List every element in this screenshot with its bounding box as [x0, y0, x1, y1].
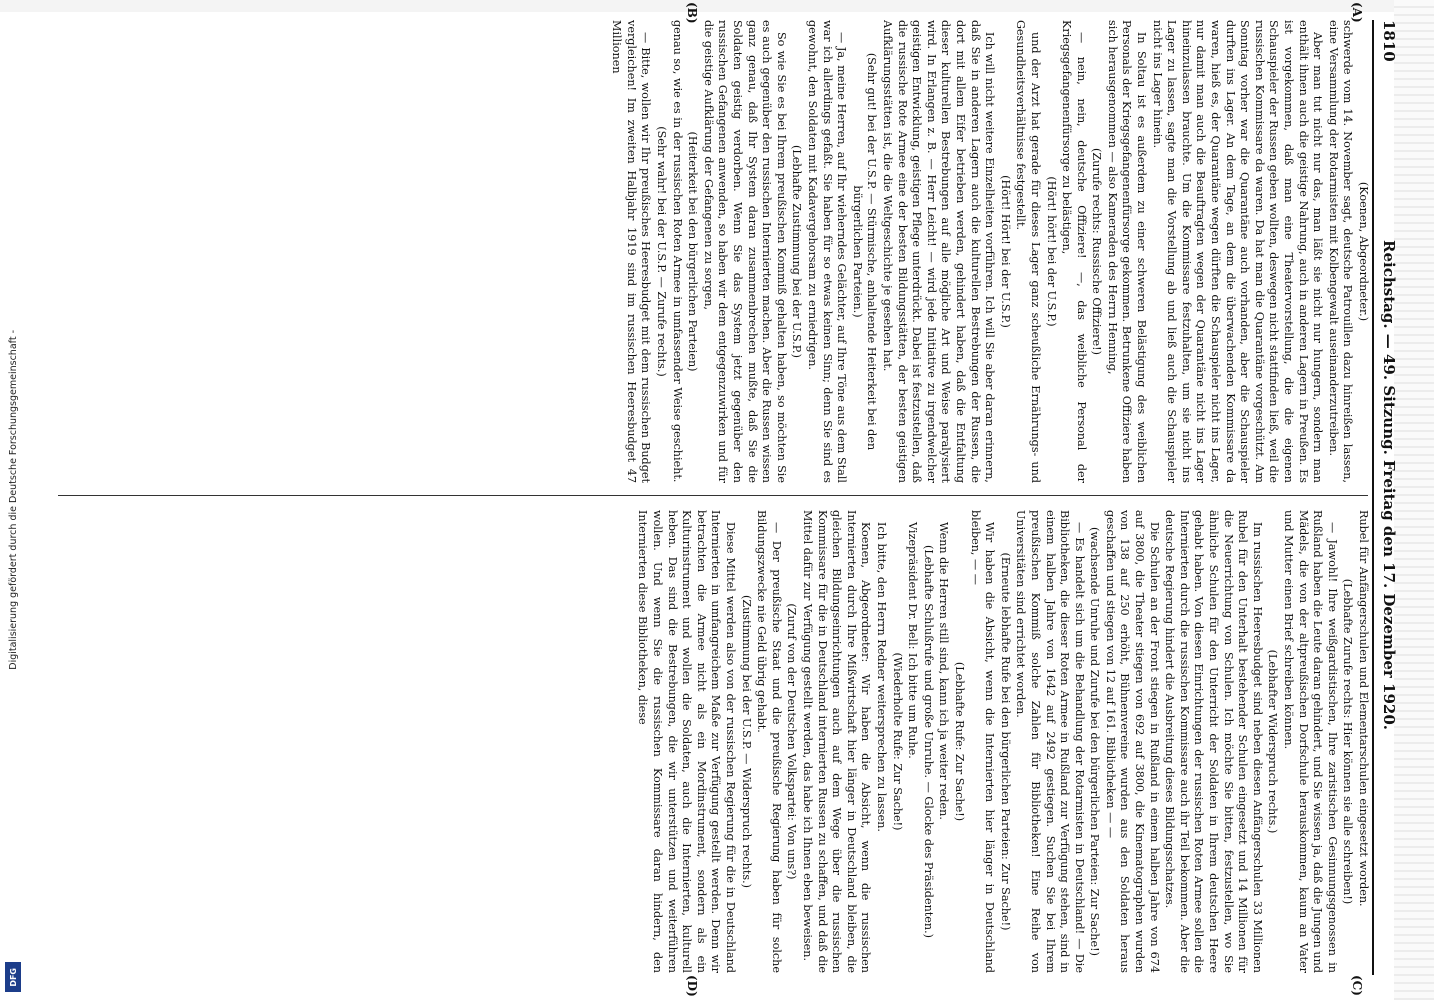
paragraph: Im russischen Heeresbudget sind neben diesen Anfängerschulen 33 Millionen Rubel für den Unterhalt bestehender Schulen eingesetzt und 14 Millionen für die Neuerrichtung von Schulen. Ich möchte Sie bitten, festzustellen, wo Sie ähnliche Schulen für den Unterricht der Soldaten in Ihrem deutschen Heere gehabt haben. Von diesen Einrichtungen der russischen Roten Armee sollen die Internierten durch die russischen Kommissare auch ihr Teil bekommen. Aber die deutsche Regierung hindert die Ausbreitung dieses Bildungsschatzes.	[1163, 510, 1264, 973]
paragraph: Wenn die Herren still sind, kann ich ja weiter reden.	[937, 522, 951, 820]
paragraph: Wir haben die Absicht, wenn die Internierten hier länger in Deutschland bleiben, — —	[968, 510, 997, 973]
paragraph: genau so, wie es in der russischen Roten Armee in umfassender Weise geschieht.	[670, 20, 684, 483]
interjection: (Lebhafte Zustimmung bei der U.S.P.)	[790, 145, 804, 358]
interjection: (Hört! Hört! bei der U.S.P.)	[998, 175, 1012, 328]
president-remark: Vizepräsident Dr. Bell: Ich bitte um Ruhe.	[906, 522, 920, 759]
margin-mark-a: (A)	[1350, 2, 1364, 23]
paragraph: Koenen, Abgeordneter: Wir haben die Absicht, wenn die russischen Internierten durch Ihre Mißwirtschaft hier länger in Deutschland bleiben, die gleichen Bildungseinrichtungen auch auf dem Wege über die russischen Kommissare für die in Deutschland internierten Russen zu schaffen, und daß die Mittel dafür zur Verfügung gestellt werden, das habe ich Ihnen eben beweisen.	[801, 510, 873, 973]
paragraph: — Es handelt sich um die Behandlung der Rotarmisten in Deutschland! — Die Bibliotheken, die dieser Roten Armee in Rußland zur Verfügung stehen, sind in einem halben Jahre von 1642 auf 2492 gestiegen. Suchen Sie bei Ihrem preußischen Kommiß solche Zahlen für Bibliotheken! Eine Reihe von Universitäten sind errichtet worden.	[1014, 510, 1086, 973]
interjection: (Heiterkeit bei den bürgerlichen Parteien)	[686, 131, 700, 372]
left-column	[50, 20, 1370, 483]
paragraph: und der Arzt hat gerade für dieses Lager ganz scheußliche Ernährungs- und Gesundheitsverhältnisse festgestellt.	[1014, 20, 1042, 483]
interjection: (wachsende Unruhe und Zurufe bei den bürgerlichen Parteien: Zur Sache!)	[1088, 527, 1102, 956]
paragraph: Aber man tut nicht nur das, man läßt sie nicht nur hungern, sondern man enthält ihnen auch die geistige Nahrung, auch in anderen Lagern in Preußen. Es ist vorgekommen, daß man eine Theatervorstellung, die die eigenen Schauspieler der Russen geben wollten, deswegen nicht stattfinden ließ, weil die russischen Kommissare da waren. Da hat man die Quarantäne vorgeschützt. Am Sonntag vorher war die Quarantäne auch vorhanden, aber die Schauspieler durften ins Lager. An dem Tage, an dem die überwachenden Kommissare da waren, hieß es, der Quarantäne wegen dürften die Schauspieler nicht ins Lager, nur damit man auch die Beauftragten wegen der Quarantäne nicht ins Lager hineinzulassen brauchte. Um die Kommissare festzuhalten, um sie nicht ins Lager zu lassen, sagte man die Vorstellung ab und ließ auch die Schauspieler nicht ins Lager hinein.	[1150, 20, 1325, 483]
page-running-title: Reichstag. — 49. Sitzung. Freitag den 17. Dezember 1920.	[1380, 240, 1398, 731]
paragraph: — Bitte, wollen wir Ihr preußisches Heeresbudget mit dem russischen Budget vergleichen! Im zweiten Halbjahr 1919 sind im russischen Heeresbudget 47 Millionen	[610, 20, 653, 483]
interjection: (Wiederholte Rufe: Zur Sache!)	[890, 652, 904, 831]
dfg-logo-text: DFG	[8, 967, 18, 987]
interjection: (Lebhafte Rufe: Zur Sache!)	[952, 661, 966, 822]
page-number: 1810	[1380, 20, 1398, 62]
margin-mark-c: (C)	[1350, 975, 1364, 996]
right-column	[50, 510, 1370, 973]
interjection: (Zuruf von der Deutschen Volkspartei: Von uns?)	[785, 603, 799, 880]
interjection: (Lebhafter Widerspruch rechts.)	[1266, 649, 1280, 834]
paragraph: Rubel für Anfängerschulen und Elementarschulen eingesetzt worden.	[1357, 510, 1370, 907]
paragraph: — Jawohl! Ihre weißgardistischen, Ihre zaristischen Gesinnungsgenossen in Rußland haben die Leute daran gehindert, und Sie wissen ja, daß die Jungen und Mädels, die von der altpreußischen Dorfschule herauskommen, kaum an Vater und Mutter einen Brief schreiben können.	[1282, 510, 1339, 973]
paragraph: Ich will nicht weitere Einzelheiten vorführen. Ich will Sie aber daran erinnern, daß Sie in anderen Lagern auch die kulturellen Bestrebungen der Russen, die dort mit allem Eifer betrieben werden, gehindert haben, daß die Entfaltung dieser kulturellen Bestrebungen auf alle mögliche Art und Weise paralysiert wird. In Erlangen z. B. — Herr Leicht! — wird jede Initiative zu irgendwelcher geistigen Entwicklung, geistigen Pflege unterdrückt. Dabei ist festzustellen, daß die russische Rote Armee eine der besten Bildungsstätten, der besten geistigen Aufklärungsstätten ist, die die Weltgeschichte je gesehen hat.	[881, 20, 997, 483]
paragraph: So wie Sie es bei Ihrem preußischen Kommiß gehalten haben, so möchten Sie es auch gegenüber den russischen Internierten machen. Aber die Russen wissen ganz genau, daß Ihr System daran zusammenbrechen mußte, daß Sie die Soldaten geistig verdorben. Wenn Sie das System jetzt gegenüber den russischen Gefangenen anwenden, so haben wir dem entgegenzuwirken und für die geistige Aufklärung der Gefangenen zu sorgen,	[701, 20, 788, 483]
interjection: (Erneute lebhafte Rufe bei den bürgerlichen Parteien: Zur Sache!)	[998, 552, 1012, 931]
margin-mark-d: (D)	[685, 975, 699, 997]
interjection: (Hört! hört! bei der U.S.P.)	[1044, 176, 1058, 327]
margin-mark-b: (B)	[685, 2, 699, 24]
page-header	[1372, 20, 1402, 975]
interjection: (Zurufe rechts: Russische Offiziere!)	[1090, 148, 1104, 355]
interjection: (Zustimmung bei der U.S.P. — Widerspruch rechts.)	[739, 594, 753, 889]
interjection: (Lebhafte Schlußrufe und große Unruhe. — Glocke des Präsidenten.)	[921, 544, 935, 939]
interjection: (Sehr gut! bei der U.S.P. — Stürmische, anhaltende Heiterkeit bei den bürgerlichen Parteien.)	[850, 52, 879, 451]
paragraph: — Der preußische Staat und die preußische Regierung haben für solche Bildungszwecke nie Geld übrig gehabt.	[755, 510, 783, 973]
interjection: (Lebhafte Zurufe rechts: Hier können sie alle schreiben!)	[1341, 578, 1355, 905]
paragraph: — Ja, meine Herren, auf Ihr wieherndes Gelächter, auf Ihre Töne aus dem Stall war ich allerdings gefaßt. Sie haben für so etwas keinen Sinn; denn Sie sind es gewohnt, den Soldaten mit Kadavergehorsam zu erniedrigen.	[806, 20, 849, 483]
column-divider	[58, 495, 1368, 496]
paragraph: — nein, nein, deutsche Offiziere! —, das weibliche Personal der Kriegsgefangenenfürsorge zu belästigen,	[1060, 20, 1088, 483]
digitization-credit-text: Digitalisierung gefördert durch die Deutsche Forschungsgemeinschaft -	[7, 330, 19, 670]
paragraph: In Soltau ist es außerdem zu einer schweren Belästigung des weiblichen Personals der Kriegsgefangenenfürsorge gekommen. Betrunkene Offiziere haben sich herausgenommen — also Kameraden des Herrn Henning,	[1105, 20, 1149, 483]
interjection: (Sehr wahr! bei der U.S.P. — Zurufe rechts.)	[655, 126, 669, 377]
paragraph: Die Schulen an der Front stiegen in Rußland in einem halben Jahre von 674 auf 3800, die Theater stiegen von 692 auf 3800, die Kinematographen wurden von 138 auf 250 erhöht, Bühnenvereine wurden aus den Soldaten heraus geschaffen und stiegen von 12 auf 161. Bibliotheken — —	[1103, 510, 1161, 973]
speaker-heading: (Koenen, Abgeordneter.)	[1357, 181, 1370, 322]
paragraph: schwerde vom 14. November sagt, deutsche Patrouillen dazu hinreißen lassen, eine Versammlung der Rotarmisten mit Kolbengewalt auseinanderzutreiben.	[1326, 20, 1355, 483]
paragraph: Diese Mittel werden also von der russischen Regierung für die in Deutschland Internierten in umfangreichem Maße zur Verfügung gestellt werden. Denn wir betrachten die Armee nicht als ein Mordinstrument, sondern als ein Kulturinstrument und wollen die Soldaten, auch die Internierten, kulturell heben. Das sind die Bestrebungen, die wir unterstützen und weiterführen wollen. Und wenn Sie die russischen Kommissare daran hindern, den Internierten diese Bibliotheken, diese	[636, 510, 738, 973]
paragraph: Ich bitte, den Herrn Redner weitersprechen zu lassen.	[875, 522, 888, 832]
